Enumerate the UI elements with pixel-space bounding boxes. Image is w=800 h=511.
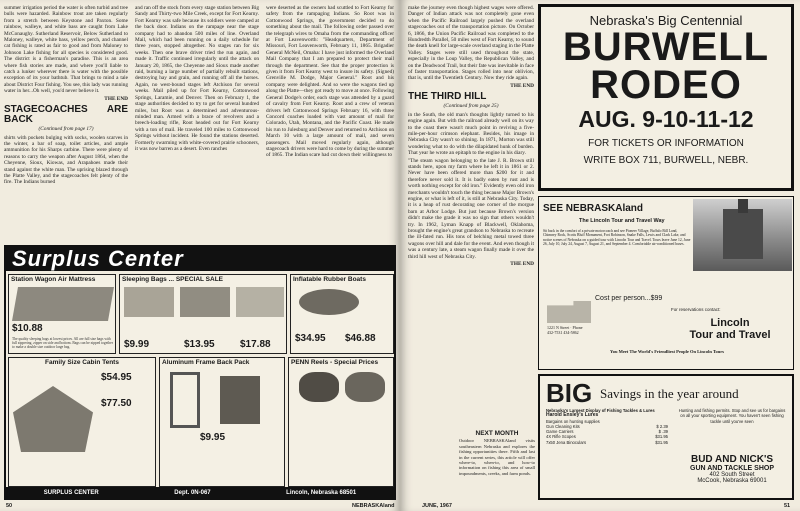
tour-company	[673, 317, 787, 341]
tour-description: Sit back in the comfort of a private motorcoach and see Pioneer Village, Buffalo Bill Land, Chimney Rock, Scotts Bluff Monument, Fort Robinson, Snake Falls, Lewis and Clark Lake, and notice scenes of Nebraska on a guided tour with Lincoln Tour and Travel. Tours leave June 12, June 26, July 10, July 24, August 7, August 21, and September 4. Comfortable air-conditioned buses.	[543, 229, 691, 247]
article-text: shirts with pockets bulging with socks, woolen scarves in the winter, a bar of soap, toilet articles, and ample ammunition for his Sharps carbine. There were plenty of reasons to carry the weapon after August 1864, when the Cheyenne, Sioux, Kiowas, and Arapahoes made their stand against the white man. The uprising blazed through the Platte Valley, and the stagecoaches felt plenty of the fire. The Indians burned	[4, 134, 128, 186]
tackle-title: Nebraska's Largest Display of Fishing Tackles & Lures	[546, 408, 655, 413]
ad-item-back-pack	[159, 357, 285, 487]
shop-info	[672, 454, 792, 484]
tour-headline	[543, 203, 643, 214]
back-pack-image	[220, 376, 260, 424]
shop-name: BUD AND NICK'S	[690, 454, 773, 465]
rubber-boat-image	[299, 289, 359, 315]
item-price: $ 2.39	[656, 423, 668, 429]
item-label: Gun Cleaning Kits	[546, 423, 580, 429]
savings-headline: Savings in the year around	[600, 386, 739, 401]
item-title: Aluminum Frame Back Pack	[162, 359, 250, 366]
tour-cost: Cost per person...$99	[595, 295, 663, 302]
nebraska-map-icon	[547, 301, 591, 323]
tour-tagline: The Lincoln Tour and Travel Way	[579, 218, 665, 224]
tackle-list	[546, 408, 668, 445]
see-word: SEE	[543, 203, 564, 214]
item-price: $ .39	[658, 429, 668, 435]
reservations-note: For reservations contact:	[671, 307, 721, 312]
magazine-name: NEBRASKAland	[352, 503, 395, 509]
rodeo-subtitle: Nebraska's Big Centennial	[589, 13, 743, 28]
footer-company: SURPLUS CENTER	[43, 489, 99, 496]
end-mark: THE END	[510, 261, 534, 268]
rodeo-title-line2: RODEO	[590, 63, 742, 107]
next-month-text: Outdoor NEBRASKAland visits southeastern Nebraska and explores the fishing opportunities there. Fifth and last in the current series, this article will offer where-to, when-to, and how-to information on fishing this area of small impoundments, creeks, and farm ponds.	[459, 438, 535, 476]
burwell-rodeo-ad	[538, 4, 794, 191]
bud-and-nicks-ad	[538, 374, 794, 500]
surplus-logo: Surplus Center	[12, 246, 184, 271]
footer-city: Lincoln, Nebraska 68501	[286, 489, 357, 496]
item-price: $77.50	[101, 398, 132, 409]
tower-shape	[738, 199, 748, 213]
rodeo-info-2: WRITE BOX 711, BURWELL, NEBR.	[583, 155, 749, 166]
phone-line: 432-7531 434-5862	[547, 330, 579, 335]
ad-item-rubber-boats	[290, 274, 394, 354]
ad-item-air-mattress	[8, 274, 116, 354]
item-label: Game Carriers	[546, 429, 574, 435]
article-text: and ran off the stock from every stage station between Big Sandy and Thirty-two Mile Creek, except for Fort Kearny. Fort Kearny was safe because its soldiers were camped at the back door. Indians on the rampage near the stage company had to abandon 500 miles of line. Overland Mail, which had been running on a daily schedule for three years, stopped altogether. No stages ran for six weeks. Then one brave driver tried the run again, and made it. Traffic continued irregularly until the attack on January 20, 1865, the Cheyenne and Sioux made another raid, burning a large number of partially rebuilt stations, destroying hay and grain, and running off all the horses. Again, no west-bound stages left Atchison for several weeks. Mail piled up for Fort Kearny, Cottonwood Springs, Laramie, and Denver. Then on February 1, the stage authorities decided to try to get for several hundred miles, but Root was a determined and adventurous-minded man. Armed with a brace of revolvers and a breech-loading rifle, Root headed out for Fort Kearny with a ton of mail. He traveled 100 miles to Cottonwood Springs without incident. He found the stations deserted. Formerly swarming with white-covered prairie schooners, it was now barren as a desert. Even ranches	[135, 5, 259, 152]
article-text: "The steam wagon belonging to the late J. R. Brown still stands here, upon my farm where he left it in 1861 or 2. Never have been offered more than $200 for it and therefore never sold it. It is badly eaten by rust and is worth nothing except for old iron." Evidently even old iron merchants wouldn't touch the thing because Major Brown's engine, or what is left of it, is still at Nebraska City. Today, it is a heap of rust decorating one corner of the morgue barn at Arbor Lodge. But just because Brown's version didn't make the grade it was no sign that others wouldn't try. In 1962, Lyman Knapp of Blackwell, Oklahoma, brought the engine's great grandson to Nebraska to recreate the ill-fated run. His tons of belching metal towed three wagons over hill and dale for the event. And even though it was a century late, a steam wagon finally made it over the third hill west of Nebraska City.	[408, 157, 534, 260]
reel-image	[345, 372, 385, 402]
article-text: summer irrigation period the water is often turbid and tree bulls were hazarded. Rainbow trout are taken regularly from a stretch between Keystone and Paxton. Some rainbow, walleye, and white bass are caught from Lake McConaughy. Sutherland Reservoir, Below Sutherland to Maloney, walleye, white bass, yellow perch, and channel cat fishing is rated as fair to good and from Maloney to Johnson Lake fishing for all species is considered good. The district is a fisherman's paradise. This is an area where fish stories are made, and where you'll liable to catch a lunker wherever there is water with the possible exception of its your bathtub. That brings to mind a tale about District Four fishing. You see, this lady was running water in her...Oh well, you'd never believe it.	[4, 5, 128, 95]
item-title: Sleeping Bags ... SPECIAL SALE	[122, 276, 224, 283]
item-title: Family Size Cabin Tents	[45, 359, 119, 366]
rodeo-title-line1: BURWELL	[562, 25, 770, 69]
footer-dept: Dept. 0N-067	[174, 489, 211, 496]
end-mark: THE END	[510, 82, 534, 89]
big-word: BIG	[546, 378, 593, 408]
third-hill-heading: THE THIRD HILL	[408, 91, 487, 103]
item-title: PENN Reels - Special Prices	[291, 359, 379, 366]
rodeo-info-1: FOR TICKETS OR INFORMATION	[588, 138, 744, 149]
page-number: 51	[784, 503, 791, 509]
ad-item-sleeping-bags	[119, 274, 287, 354]
item-price: $54.95	[101, 372, 132, 383]
item-fine-print: The quality sleeping bags at lowest prices. All are full size bags with full zippering, zipper on side and bottom. Bags can be zipped together to make a double size outdoor large bag.	[12, 337, 113, 350]
end-mark: THE END	[104, 95, 128, 102]
ad-item-penn-reels	[288, 357, 394, 487]
item-price: $46.88	[345, 333, 376, 344]
building-shape	[723, 209, 763, 259]
company-line-1: Lincoln	[710, 317, 750, 329]
permits-text: Hunting and fishing permits. Stop and see us for bargains on all your sporting equipment. You haven't seen fishing tackle until you've seen	[678, 408, 786, 424]
reel-image	[299, 372, 339, 402]
item-price: $34.95	[295, 333, 326, 344]
nebraskaland-word: NEBRASKAland	[565, 203, 644, 214]
sleeping-bag-image	[236, 287, 284, 317]
article-text: in the South, the old man's thoughts lightly turned to his engine again. But with the railroad already well on its way to the coast there wasn't much point in reviving a five-mile-per-hour crimson elephant. Besides, his image in Nebraska City wasn't so shining. In 1871, Morton was still wondering what to do with the dilapidated hunk of burden. That year he wrote an epitaph to the engine in his diary.	[408, 111, 534, 157]
company-line-2: Tour and Travel	[689, 329, 771, 341]
item-label: Bargains on hunting supplies	[546, 418, 600, 424]
shop-city: McCook, Nebraska 69001	[697, 478, 767, 484]
left-column-1	[4, 5, 128, 243]
left-column-2	[135, 5, 259, 243]
issue-date: JUNE, 1967	[422, 503, 452, 509]
capitol-photo	[693, 199, 792, 271]
item-price: $17.88	[240, 339, 271, 350]
item-price: $9.95	[200, 432, 226, 443]
item-price: $31.95	[655, 439, 668, 445]
tour-address	[547, 325, 583, 335]
article-text: make the journey even though highest wages were offered. Danger of Indian attack was not completely gone even when the Pacific Railroad largely pushed the overland stagecoaches out of the transportation picture. On October 6, 1866, the Union Pacific Railroad was completed to the Hundredth Parallel, 50 miles west of Fort Kearny, to sound the death knell for large-scale overland staging in the Platte Valley. Stages were still used throughout the state, especially in the Loup Valley, the Republican Valley, and on the Deadwood Trail, but their fate was inevitable in face of faster transportation. Stages rolled into near oblivion, that is, until the Twentieth Century. Now they ride again.	[408, 5, 534, 82]
next-month-box	[459, 431, 535, 476]
item-price: $31.95	[655, 434, 668, 440]
item-title: Station Wagon Air Mattress	[11, 276, 96, 283]
sleeping-bag-image	[180, 287, 230, 317]
item-price: $10.88	[12, 323, 43, 334]
sleeping-bag-image	[124, 287, 174, 317]
tent-image	[13, 386, 93, 452]
lures-title: Harold Ensley's Lures	[546, 412, 599, 419]
article-text: were deserted as the owners had scuttled to Fort Kearny for safety from the rampaging Indians. So Root was in Cottonwood Springs, the government decided to do something about the mail. The following order passed over the telegraph wires to Omaha from the commanding officer at Fort Leavenworth: "Headquarters, Department of Missouri, Fort Leavenworth, February 11, 1865. Brigadier General McNeil, Omaha: I have just informed the Overland Mail Company that I am prepared to protect their mail through the department. See that the proper protection is given it from Fort Kearny west to insure its safety. (Signed) Grenville M. Dodge, Major General." Root and his company were delighted. And so were the wagons tied up along the Platte—they got ready to move at once. Following General Dodge's order, each stage was attended by a guard of cavalry from Fort Kearny. Root and a crew of veteran drivers left Cottonwood Springs February 16, with three Concord coaches loaded with vast amount of mail for Colorado, Utah, Montana, and the Pacific Coast. He made his run to Julesburg and Denver and returned to Atchison on March 10 with a large amount of mail, and seven passengers. Mail moved regularly again, although stagecoach drivers were hard to come by during the summer of 1865. The Indian scare had cut down their willingness to	[266, 5, 394, 159]
continued-note: (Continued from page 25)	[443, 103, 499, 110]
next-month-title: NEXT MONTH	[475, 430, 519, 437]
item-price: $9.99	[124, 339, 150, 350]
rodeo-dates: AUG. 9-10-11-12	[578, 106, 754, 132]
item-label: 7x50 Jena Binoculars	[546, 439, 587, 445]
surplus-center-ad	[4, 245, 396, 500]
item-title: Inflatable Rubber Boats	[293, 276, 366, 283]
stagecoaches-heading: STAGECOACHES ARE BACK	[4, 104, 128, 126]
item-label: 4X Rifle Scopes	[546, 434, 576, 440]
surplus-footer	[6, 487, 394, 498]
item-price: $13.95	[184, 339, 215, 350]
surplus-header	[6, 247, 394, 271]
tour-footer: You Meet The World's Friendliest People On Lincoln Tours	[609, 349, 725, 354]
address-line: 1221 N Street · Phone	[547, 325, 583, 330]
list-item	[546, 440, 668, 445]
shop-type: GUN AND TACKLE SHOP	[690, 465, 774, 472]
page-number: 50	[6, 503, 13, 509]
shop-street: 402 South Street	[709, 472, 755, 478]
ad-item-cabin-tents	[8, 357, 156, 487]
pack-frame-image	[170, 372, 200, 428]
continued-note: (Continued from page 17)	[38, 126, 94, 133]
nebraskaland-tour-ad	[538, 196, 794, 370]
left-column-3	[266, 5, 394, 243]
mattress-image	[12, 287, 114, 321]
